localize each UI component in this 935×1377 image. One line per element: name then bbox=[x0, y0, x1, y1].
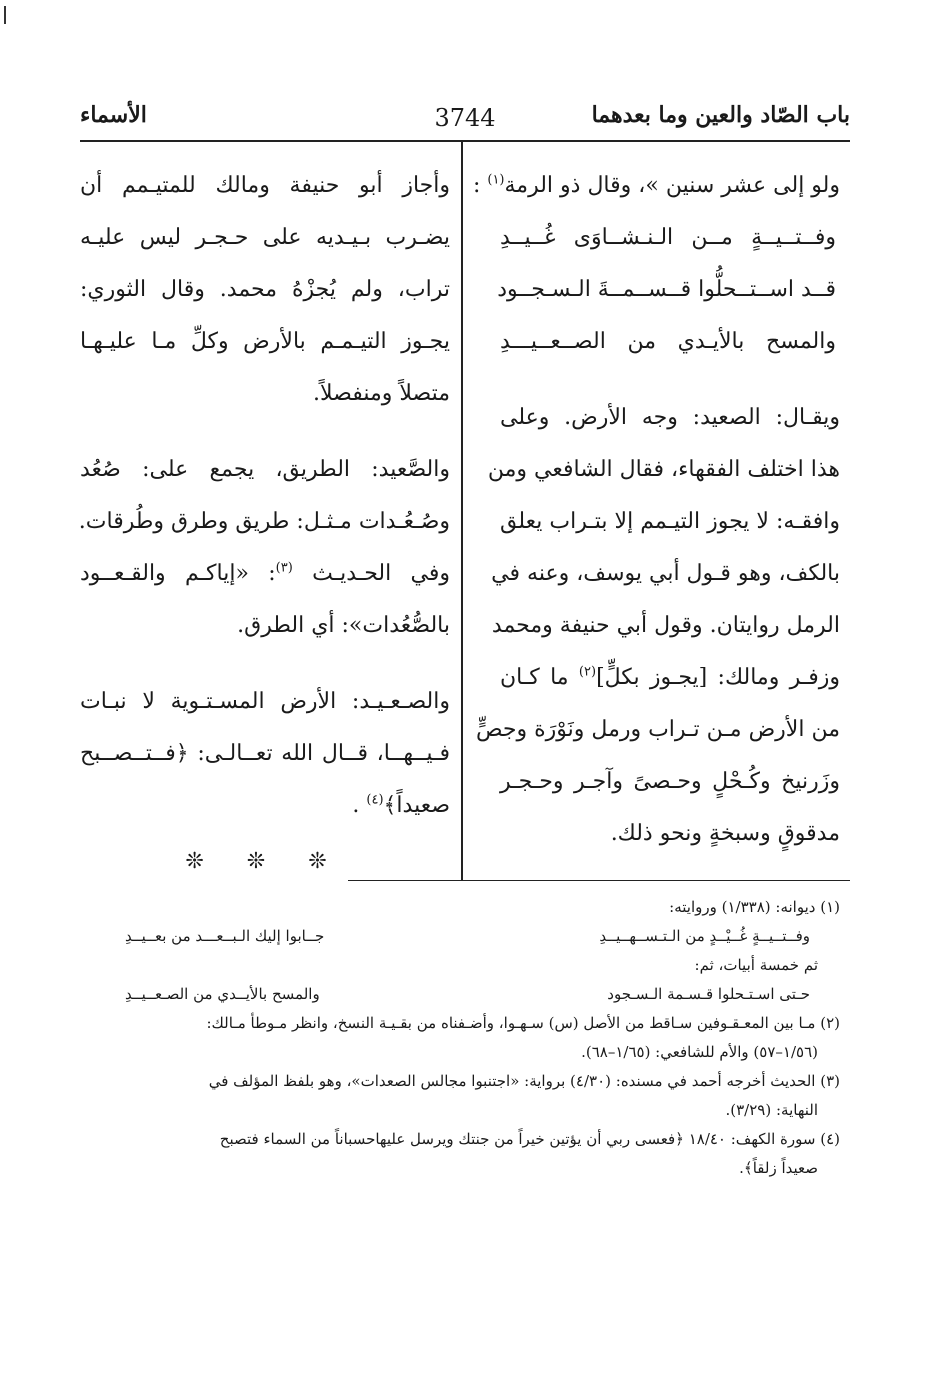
text-line: تراب، ولم يُجزْهُ محمد. وقال الثوري: bbox=[80, 277, 450, 302]
page-number: 3744 bbox=[434, 104, 496, 132]
footnote-text: ثم خمسة أبيات، ثم: bbox=[694, 956, 818, 974]
text-line: مدقوقٍ وسبخةٍ ونحو ذلك. bbox=[610, 821, 840, 846]
footnote-3: (٣) الحديث أخرجه أحمد في مسنده: (٤/٣٠) برواية: «اجتنبوا مجالس الصعدات»، وهو بلفظ المؤلف في bbox=[208, 1072, 840, 1090]
running-header bbox=[80, 100, 850, 142]
right-column bbox=[472, 160, 840, 860]
poem-line: والمسح بالأيـدي من الصــعــيـــدِ bbox=[500, 329, 836, 354]
text-line: وفي الحـديـث $^{(٣)}$: «إياكـم والقـعــود bbox=[80, 560, 451, 586]
text-line: يجـوز التيـمـم بالأرض وكلِّ مـا عليـهـا bbox=[80, 329, 450, 354]
footnote-marker: (٣) bbox=[275, 560, 293, 576]
text-line: والصَّعيد: الطريق، يجمع على: صُعُد bbox=[80, 457, 450, 482]
text-line: متصلاً ومنفصلاً. bbox=[313, 381, 450, 406]
poem-line: وفــتــيــةٍ مــن الـنـشــاوَى غُــيــدِ bbox=[500, 225, 836, 250]
column-divider bbox=[461, 141, 463, 881]
footnote-text: النهاية: (٣/٢٩). bbox=[725, 1101, 818, 1119]
text-line: والصـعـيـد: الأرض المسـتـوية لا نبـات bbox=[80, 689, 450, 714]
text-line: وافقـه: لا يجوز التيـمم إلا بتـراب يعلق bbox=[500, 509, 840, 534]
text-line: يضـرب بـيـديه على حـجـر ليس عليـه bbox=[80, 225, 450, 250]
footnote-marker: (٢) bbox=[578, 664, 597, 680]
text-line: ويقـال: الصعيد: وجه الأرض. وعلى bbox=[500, 405, 840, 430]
text-line: وأجاز أبو حنيفة ومالك للمتيـمم أن bbox=[80, 173, 450, 198]
margin-mark bbox=[4, 6, 6, 24]
text-line: وصُـعُـدات مـثـل: طريق وطرق وطُرقات. bbox=[78, 509, 450, 534]
text-line: هذا اختلف الفقهاء، فقال الشافعي ومن bbox=[487, 457, 840, 482]
footnotes bbox=[85, 893, 840, 1183]
footnote-verse: وفــتــيــةٍ غُــيْــدٍ من الـتـســهــيــدِ جــابوا إليك الـبــعـــد من بعــيــدِ bbox=[125, 927, 810, 945]
header-rule bbox=[80, 140, 850, 142]
text-line: ولو إلى عشر سنين »، وقال ذو الرمة$^{(١)}$ : bbox=[472, 172, 840, 198]
footnote-rule bbox=[348, 880, 850, 881]
text-line: صعيداً﴾$^{(٤)}$ . bbox=[352, 792, 450, 818]
text-line: الرمل روايتان. وقول أبي حنيفة ومحمد bbox=[491, 613, 840, 638]
footnote-verse: حـتى اسـتـحلوا قـسـمة الـسـجود والمسح بالأيــدي من الصـعــيــدِ bbox=[125, 985, 810, 1003]
footnote-marker: (٤) bbox=[366, 792, 384, 808]
section-title: الأسماء bbox=[80, 102, 147, 128]
text-line: من الأرض مـن تـراب ورمل ونَوْرَة وجصٍّ bbox=[475, 717, 840, 742]
footnote-text: (١/٥٦–٥٧) والأم للشافعي: (١/٦٥–٦٨). bbox=[581, 1043, 818, 1061]
footnote-2: (٢) مـا بين المعـقـوفين سـاقط من الأصل (س) سـهـوا، وأضـفناه من بقـيـة النسخ، وانظر مـوطأ مـالك: bbox=[206, 1014, 840, 1032]
chapter-title: باب الصّاد والعين وما بعدهما bbox=[591, 102, 850, 128]
text-line: بالصُّعُدات»: أي الطرق. bbox=[237, 613, 450, 638]
footnote-text: صعيداً زلقاً﴾. bbox=[739, 1159, 818, 1177]
text-line: وزَرنيخ وكُـحْلٍ وحـصىً وآجـر وحـجـر bbox=[500, 769, 840, 794]
text-line: وزفـر ومالك: [يجـوز بكلٍّ]$^{(٢)}$ ما كـان bbox=[500, 664, 840, 690]
footnote-4: (٤) سورة الكهف: ١٨/٤٠ ﴿فعسى ربي أن يؤتين خيراً من جنتك ويرسل عليهاحسباناً من السماء فتصبح bbox=[219, 1130, 840, 1148]
footnote-1: (١) ديوانه: (١/٣٣٨) وروايته: bbox=[669, 898, 840, 916]
section-separator: ❊ ❊ ❊ bbox=[185, 849, 345, 874]
footnote-marker: (١) bbox=[487, 172, 505, 188]
left-column bbox=[80, 160, 450, 888]
poem-line: قــد اســتــحلُّوا قــســمــةَ الـسـجــود bbox=[497, 277, 836, 302]
text-line: فـيــهــا، قــال الله تعــالـى: ﴿فــتــصــبح bbox=[80, 741, 450, 766]
text-line: بالكف، وهو قـول أبي يوسف، وعنه في bbox=[491, 561, 840, 586]
